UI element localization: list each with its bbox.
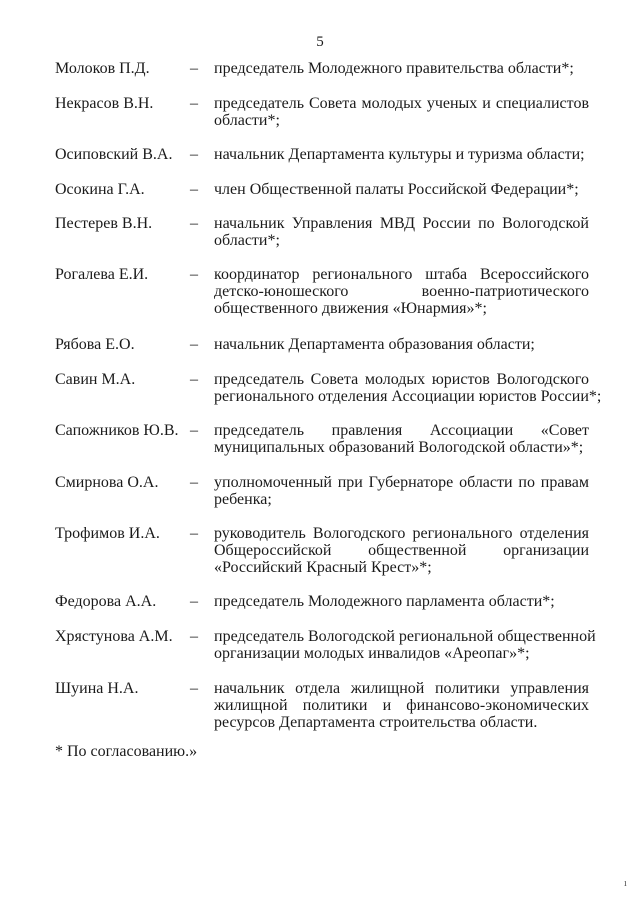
member-position [214, 474, 589, 508]
dash: – [190, 60, 198, 77]
position-line: начальник отдела жилищной политики управления [214, 680, 589, 697]
member-name: Осиповский В.А. [55, 146, 173, 163]
position-line: председатель Молодежного парламента области*; [214, 593, 555, 610]
member-name: Сапожников Ю.В. [55, 422, 179, 439]
position-line: регионального отделения Ассоциации юристов России*; [214, 388, 602, 405]
position-line: уполномоченный при Губернаторе области по правам [214, 474, 589, 491]
position-line: председатель правления Ассоциации «Совет [214, 422, 589, 439]
position-line: начальник Департамента культуры и туризма области; [214, 146, 585, 163]
position-line: области*; [214, 112, 280, 129]
member-name: Рябова Е.О. [55, 336, 135, 353]
dash: – [190, 181, 198, 198]
member-position [214, 146, 589, 163]
position-line: руководитель Вологодского регионального отделения [214, 525, 589, 542]
dash: – [190, 680, 198, 697]
member-position [214, 336, 589, 353]
dash: – [190, 474, 198, 491]
dash: – [190, 628, 198, 645]
member-name: Шуина Н.А. [55, 680, 139, 697]
member-position [214, 215, 589, 249]
member-position [214, 680, 589, 731]
position-line: координатор регионального штаба Всероссийского [214, 266, 589, 283]
position-line: организации молодых инвалидов «Ареопаг»*; [214, 645, 530, 662]
position-line: председатель Совета молодых юристов Вологодского [214, 371, 589, 388]
footnote: * По согласованию.» [55, 743, 198, 760]
dash: – [190, 266, 198, 283]
position-line: жилищной политики и финансово-экономических [214, 697, 589, 714]
member-position [214, 181, 589, 198]
member-name: Рогалева Е.И. [55, 266, 149, 283]
member-position [214, 60, 589, 77]
position-line: начальник Управления МВД России по Вологодской [214, 215, 589, 232]
position-line: муниципальных образований Вологодской области»*; [214, 439, 584, 456]
dash: – [190, 336, 198, 353]
position-line: детско-юношеского военно-патриотического [214, 283, 589, 300]
member-position [214, 593, 589, 610]
dash: – [190, 525, 198, 542]
member-name: Пестерев В.Н. [55, 215, 153, 232]
page-number: 5 [316, 34, 324, 50]
member-name: Федорова А.А. [55, 593, 157, 610]
member-position [214, 525, 589, 576]
position-line: области*; [214, 232, 280, 249]
member-name: Хрястунова А.М. [55, 628, 173, 645]
position-line: председатель Вологодской региональной общественной [214, 628, 596, 645]
position-line: общественного движения «Юнармия»*; [214, 300, 487, 317]
dash: – [190, 215, 198, 232]
member-name: Осокина Г.А. [55, 181, 145, 198]
member-name: Трофимов И.А. [55, 525, 160, 542]
member-position [214, 628, 596, 662]
position-line: «Российский Красный Крест»*; [214, 559, 432, 576]
member-position [214, 266, 589, 317]
dash: – [190, 593, 198, 610]
position-line: ресурсов Департамента строительства области. [214, 714, 538, 731]
position-line: начальник Департамента образования области; [214, 336, 535, 353]
dash: – [190, 146, 198, 163]
member-position [214, 371, 602, 405]
member-position [214, 422, 589, 456]
position-line: председатель Молодежного правительства области*; [214, 60, 574, 77]
dash: – [190, 422, 198, 439]
dash: – [190, 95, 198, 112]
position-line: Общероссийской общественной организации [214, 542, 589, 559]
dash: – [190, 371, 198, 388]
member-position [214, 95, 589, 129]
member-name: Савин М.А. [55, 371, 136, 388]
member-name: Смирнова О.А. [55, 474, 159, 491]
position-line: председатель Совета молодых ученых и специалистов [214, 95, 589, 112]
corner-mark: ı [624, 878, 627, 889]
position-line: ребенка; [214, 491, 272, 508]
position-line: член Общественной палаты Российской Федерации*; [214, 181, 579, 198]
member-name: Некрасов В.Н. [55, 95, 154, 112]
member-name: Молоков П.Д. [55, 60, 150, 77]
